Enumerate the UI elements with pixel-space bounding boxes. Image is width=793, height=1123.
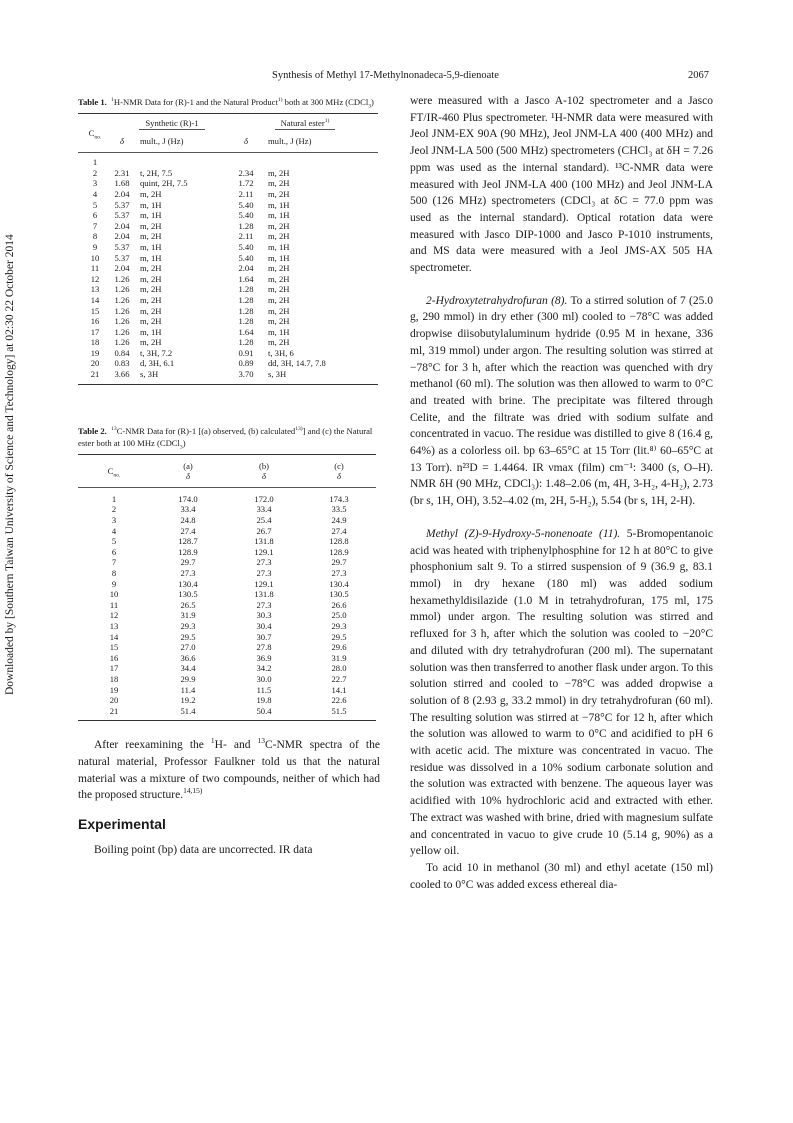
left-column bbox=[78, 96, 380, 859]
table-row bbox=[78, 632, 376, 643]
table2-cell-c: 33.5 bbox=[331, 504, 347, 515]
table2-cell-b: 30.4 bbox=[256, 620, 272, 631]
table1-cell-c-no: 2 bbox=[92, 167, 98, 178]
table1-cell-c-no: 14 bbox=[90, 294, 100, 305]
table2-cell-c: 29.6 bbox=[331, 642, 347, 653]
table-row bbox=[78, 515, 376, 526]
table-row bbox=[78, 568, 376, 579]
table2-cell-c-no: 5 bbox=[111, 536, 117, 547]
table1-cell-synthetic-mult: m, 1H bbox=[140, 241, 162, 252]
table1-cell-c-no: 13 bbox=[90, 284, 100, 295]
table1-cell-natural-delta: 1.72 bbox=[238, 178, 254, 189]
table1-cell-synthetic-delta: 0.84 bbox=[114, 347, 130, 358]
table2-cell-c: 128.8 bbox=[329, 536, 349, 547]
table1-cell-synthetic-mult: m, 2H bbox=[140, 273, 162, 284]
table2-cell-a: 27.4 bbox=[180, 525, 196, 536]
table1-cell-synthetic-delta: 1.26 bbox=[114, 316, 130, 327]
table1-cell-natural-delta: 5.40 bbox=[238, 199, 254, 210]
table2-cell-a: 29.5 bbox=[180, 631, 196, 642]
table1-cell-synthetic-delta: 1.68 bbox=[114, 178, 130, 189]
table1-cell-c-no: 4 bbox=[92, 188, 98, 199]
table1-cell-natural-delta: 0.91 bbox=[238, 347, 254, 358]
table2-cell-b: 11.5 bbox=[256, 684, 272, 695]
table1-cell-c-no: 17 bbox=[90, 326, 100, 337]
table1-caption: Table 1. $^1$H-NMR Data for (R)-1 and the Natural Product$^{1)}$ both at 300 MHz (CDCl$_3$) bbox=[78, 97, 374, 110]
table2-cell-c-no: 8 bbox=[111, 568, 117, 578]
table1-col-mult-1: mult., J (Hz) bbox=[132, 133, 232, 153]
table1-cell-natural-delta: 1.28 bbox=[238, 337, 254, 348]
table2-cell-a: 29.9 bbox=[180, 673, 196, 684]
table2-cell-a: 128.7 bbox=[178, 536, 198, 547]
table1-cell-synthetic-mult: m, 2H bbox=[140, 316, 162, 327]
table1-cell-natural-delta: 2.04 bbox=[238, 263, 254, 274]
table2-cell-c: 128.9 bbox=[329, 546, 349, 557]
table-row bbox=[78, 487, 376, 504]
table2-cell-a: 128.9 bbox=[178, 546, 198, 557]
table-row bbox=[78, 579, 376, 590]
table2-header bbox=[78, 454, 376, 487]
table-row bbox=[78, 547, 376, 558]
table1-cell-c-no: 6 bbox=[92, 210, 98, 221]
table2-body bbox=[78, 487, 376, 720]
table1-caption-end: ) bbox=[371, 97, 374, 107]
table-row bbox=[78, 526, 376, 537]
table1-body bbox=[78, 153, 378, 384]
table1-cell-synthetic-delta: 2.31 bbox=[114, 167, 130, 178]
table1-cell-natural-mult: s, 3H bbox=[268, 369, 287, 380]
table-row bbox=[78, 168, 378, 179]
table2-cell-c: 130.5 bbox=[329, 589, 349, 600]
table2-cell-c-no: 19 bbox=[109, 684, 119, 695]
table1-cell-natural-delta bbox=[232, 153, 260, 168]
table2-cell-a: 36.6 bbox=[180, 652, 196, 663]
table1-cell-synthetic-delta: 2.04 bbox=[114, 231, 130, 242]
table2-cell-c: 25.0 bbox=[331, 610, 347, 621]
table-row bbox=[78, 200, 378, 211]
experimental-heading: Experimental bbox=[78, 816, 166, 833]
table2-cell-c: 51.5 bbox=[331, 705, 347, 716]
table1-cell-natural-delta: 1.28 bbox=[238, 305, 254, 316]
table-row bbox=[78, 210, 378, 221]
table1-cell-synthetic-delta: 2.04 bbox=[114, 220, 130, 231]
table2-cell-b: 129.1 bbox=[254, 546, 274, 557]
table-row bbox=[78, 337, 378, 348]
table1-cell-natural-mult: m, 2H bbox=[268, 305, 290, 316]
table-row bbox=[78, 653, 376, 664]
table-row bbox=[78, 274, 378, 285]
table1-cell-natural-delta: 5.40 bbox=[238, 210, 254, 221]
table-row bbox=[78, 263, 378, 274]
table-row bbox=[78, 600, 376, 611]
table1-cell-synthetic-delta: 2.04 bbox=[114, 188, 130, 199]
table1-cell-synthetic-delta: 1.26 bbox=[114, 305, 130, 316]
table2-col-a: (a) δ bbox=[150, 454, 226, 487]
table1-cell-synthetic-mult: quint, 2H, 7.5 bbox=[140, 178, 188, 189]
table1-cell-synthetic-mult: m, 1H bbox=[140, 199, 162, 210]
table2-cell-c-no: 6 bbox=[111, 546, 117, 557]
table2-cell-c-no: 10 bbox=[109, 589, 119, 600]
table2-cell-b: 172.0 bbox=[254, 493, 274, 504]
procedure-8-text: To a stirred solution of 7 (25.0 g, 290 mmol) in dry ether (300 ml) cooled to −78°C was added dropwise diisobutylaluminum hydride (0.95 M in hexane, 336 ml, 319 mmol) under argon. The resulting solution was stirred at −78°C for 3 h, after which the reaction was quenched with dry methanol (60 ml). The solution was then allowed to warm to 0°C and treated with brine. The precipitate was filtered through Celite, and the filtrate was dried with sodium sulfate and concentrated in vacuo. The residue was distilled to give 8 (16.4 g, 64%) as a colorless oil. bp 63–65°C at 15 Torr (lit.⁸⁾ 60–65°C at 13 Torr). n²³D = 1.4464. IR νmax (film) cm⁻¹: 3400 (s, O–H). NMR δH (90 MHz, CDCl₃): 1.48–2.06 (m, 4H, 3-H₂, 4-H₂), 2.73 (br s, 1H, OH), 3.52–4.02 (m, 2H, 5-H₂), 5.54 (br s, 1H, 2-H). bbox=[410, 294, 714, 508]
table1-cell-synthetic-delta: 0.83 bbox=[114, 358, 130, 369]
procedure-8-paragraph bbox=[410, 293, 713, 510]
table1-cell-synthetic-mult: m, 2H bbox=[140, 337, 162, 348]
table2-cell-c: 29.5 bbox=[331, 631, 347, 642]
table1-cell-c-no: 7 bbox=[92, 220, 98, 231]
table2-cell-c-no: 2 bbox=[111, 504, 117, 515]
table1-cell-natural-delta: 1.28 bbox=[238, 284, 254, 295]
table2-cell-c: 29.3 bbox=[331, 620, 347, 631]
table2-cell-c-no: 15 bbox=[109, 642, 119, 653]
table1-cell-natural-mult: m, 2H bbox=[268, 167, 290, 178]
table1-cell-natural-mult: m, 2H bbox=[268, 178, 290, 189]
table2-cell-c-no: 20 bbox=[109, 695, 119, 706]
table2-col-c2: (c) δ bbox=[302, 454, 376, 487]
table2-caption-text-2: ] and (c) the Natural ester both at 100 MHz (CDCl bbox=[78, 425, 373, 448]
table1-label: Table 1. bbox=[78, 97, 107, 107]
table1-cell-natural-mult: m, 1H bbox=[268, 210, 290, 221]
running-head-title: Synthesis of Methyl 17-Methylnonadeca-5,9-dienoate bbox=[272, 70, 499, 81]
table1-cell-natural-mult: m, 2H bbox=[268, 263, 290, 274]
table2-cell-a: 34.4 bbox=[180, 663, 196, 674]
table1-cell-natural-mult: m, 1H bbox=[268, 199, 290, 210]
table1-cell-natural-mult: t, 3H, 6 bbox=[268, 347, 294, 358]
table2-cell-b: 19.8 bbox=[256, 695, 272, 706]
table1-cell-natural-delta: 2.11 bbox=[238, 231, 254, 242]
table-row bbox=[78, 284, 378, 295]
table1-cell-c-no: 18 bbox=[90, 337, 100, 348]
table1-cell-synthetic-mult: m, 2H bbox=[140, 294, 162, 305]
table2-cell-a: 24.8 bbox=[180, 515, 196, 526]
table1-cell-c-no: 19 bbox=[90, 347, 100, 358]
table1-col-delta-2: δ bbox=[232, 133, 260, 153]
table1 bbox=[78, 113, 378, 385]
table-row bbox=[78, 663, 376, 674]
table2-cell-c-no: 16 bbox=[109, 652, 119, 663]
table2-col-b: (b) δ bbox=[226, 454, 302, 487]
procedure-8-title: 2-Hydroxytetrahydrofuran (8). bbox=[426, 294, 568, 307]
table1-cell-synthetic-delta: 5.37 bbox=[114, 199, 130, 210]
table1-cell-synthetic-mult: m, 1H bbox=[140, 252, 162, 263]
experimental-intro: Boiling point (bp) data are uncorrected. IR data bbox=[94, 844, 313, 857]
table1-cell-synthetic-mult: m, 1H bbox=[140, 210, 162, 221]
table1-cell-c-no: 11 bbox=[90, 263, 100, 274]
table1-cell-c-no: 15 bbox=[90, 305, 100, 316]
table2-cell-b: 131.8 bbox=[254, 589, 274, 600]
table1-cell-natural-delta: 5.40 bbox=[238, 252, 254, 263]
table-row bbox=[78, 231, 378, 242]
table2-cell-c-no: 14 bbox=[109, 631, 119, 642]
table1-cell-synthetic-delta bbox=[112, 153, 132, 168]
table2-cell-c: 26.6 bbox=[331, 599, 347, 610]
table1-cell-c-no: 20 bbox=[90, 358, 100, 369]
table1-cell-synthetic-delta: 1.26 bbox=[114, 284, 130, 295]
table1-col-delta-1: δ bbox=[112, 133, 132, 153]
table1-cell-c-no: 9 bbox=[92, 241, 98, 252]
table1-cell-synthetic-mult: m, 2H bbox=[140, 305, 162, 316]
table1-cell-c-no: 16 bbox=[90, 316, 100, 327]
table1-caption-ref: 1) bbox=[277, 97, 283, 104]
table1-cell-natural-delta: 1.28 bbox=[238, 316, 254, 327]
table1-cell-natural-delta: 1.64 bbox=[238, 273, 254, 284]
table1-cell-natural-delta: 0.89 bbox=[238, 358, 254, 369]
table1-cell-c-no: 12 bbox=[90, 273, 100, 284]
table-row bbox=[78, 369, 378, 384]
table-row bbox=[78, 642, 376, 653]
table1-cell-c-no: 1 bbox=[92, 157, 98, 168]
table-row bbox=[78, 178, 378, 189]
table1-cell-c-no: 3 bbox=[92, 178, 98, 189]
table1-cell-c-no: 5 bbox=[92, 199, 98, 210]
procedure-11-title: Methyl (Z)-9-Hydroxy-5-nonenoate (11). bbox=[426, 527, 621, 540]
table2-cell-c: 27.3 bbox=[331, 568, 347, 578]
table2-cell-a: 51.4 bbox=[180, 705, 196, 716]
table1-cell-synthetic-delta: 5.37 bbox=[114, 252, 130, 263]
table1-cell-natural-mult: m, 2H bbox=[268, 294, 290, 305]
table2-cell-c: 130.4 bbox=[329, 578, 349, 589]
table2-cell-b: 131.8 bbox=[254, 536, 274, 547]
table2-cell-c-no: 21 bbox=[109, 705, 119, 716]
table1-cell-natural-delta: 1.28 bbox=[238, 220, 254, 231]
table2-cell-a: 130.4 bbox=[178, 578, 198, 589]
table-row bbox=[78, 253, 378, 264]
table2-cell-c: 24.9 bbox=[331, 515, 347, 526]
table-row bbox=[78, 221, 378, 232]
table1-col-c: $C_{no.}$ bbox=[78, 114, 112, 153]
table1-cell-synthetic-mult: t, 2H, 7.5 bbox=[140, 167, 173, 178]
table2-cell-b: 36.9 bbox=[256, 652, 272, 663]
table-row bbox=[78, 242, 378, 253]
table-row bbox=[78, 153, 378, 168]
table-row bbox=[78, 306, 378, 317]
table2-cell-a: 11.4 bbox=[180, 684, 196, 695]
download-notice-text: Downloaded by [Southern Taiwan University of Science and Technology] at 02:30 22 October 2014 bbox=[4, 234, 16, 695]
table1-cell-natural-delta: 1.64 bbox=[238, 326, 254, 337]
table2-cell-c-no: 17 bbox=[109, 663, 119, 674]
table1-cell-natural-mult: m, 2H bbox=[268, 273, 290, 284]
procedure-11-text: 5-Bromopentanoic acid was heated with triphenylphosphine for 12 h at 80°C to give phosphonium salt 9. To a stirred suspension of 9 (36.9 g, 83.1 mmol) in dry hexane (180 ml) was added sodium hexamethyldisilazide (1.0 M in tetrahydrofuran, 175 ml, 175 mmol) under argon. The resulting solution was stirred and refluxed for 3 h, after which the solution was cooled to −20°C and diluted with dry tetrahydrofuran (200 ml). The supernatant solution was then transferred to another flask under argon. To this solution stirred and cooled to −78°C was added dropwise a solution of 8 (2.93 g, 33.2 mmol) in dry tetrahydrofuran (60 ml). The resulting solution was stirred at −78°C for 12 h, after which the solution was allowed to warm to 0°C and acidified to pH 6 with acetic acid. The mixture was concentrated in vacuo. The residue was dissolved in a 10% sodium carbonate solution and the solution was extracted with benzene. The aqueous layer was acidified with 10% hydrochloric acid and extracted with ether. The extract was washed with brine, dried with magnesium sulfate and concentrated in vacuo to give crude 10 (5.14 g, 90%) as a yellow oil. bbox=[410, 527, 713, 858]
table2-cell-a: 27.3 bbox=[180, 568, 196, 578]
table2-cell-a: 19.2 bbox=[180, 695, 196, 706]
table2-cell-c-no: 4 bbox=[111, 525, 117, 536]
table1-cell-synthetic-mult: t, 3H, 7.2 bbox=[140, 347, 173, 358]
table2-cell-a: 29.7 bbox=[180, 557, 196, 568]
table1-cell-c-no: 10 bbox=[90, 252, 100, 263]
table2-caption: Table 2. $^{13}$C-NMR Data for (R)-1 [(a) observed, (b) calculated$^{13)}$] and (c) the Natural ester both at 100 MHz (CDCl$_3$) bbox=[78, 425, 373, 451]
table2-cell-c-no: 18 bbox=[109, 673, 119, 684]
table2-cell-c-no: 7 bbox=[111, 557, 117, 568]
table1-group-synthetic: Synthetic (R)-1 bbox=[112, 114, 232, 133]
table1-cell-synthetic-delta: 3.66 bbox=[114, 369, 130, 380]
procedure-11-paragraph bbox=[410, 526, 713, 860]
table1-cell-natural-delta: 5.40 bbox=[238, 241, 254, 252]
table2-cell-b: 30.7 bbox=[256, 631, 272, 642]
table2-cell-c: 174.3 bbox=[329, 493, 349, 504]
table1-cell-natural-mult: m, 2H bbox=[268, 316, 290, 327]
table-row bbox=[78, 589, 376, 600]
table2-cell-a: 130.5 bbox=[178, 589, 198, 600]
table1-cell-synthetic-mult: m, 2H bbox=[140, 220, 162, 231]
table1-cell-synthetic-mult: m, 2H bbox=[140, 188, 162, 199]
table2-cell-b: 50.4 bbox=[256, 705, 272, 716]
table1-cell-synthetic-delta: 2.04 bbox=[114, 263, 130, 274]
table2-cell-c: 27.4 bbox=[331, 525, 347, 536]
table1-sub-header bbox=[78, 133, 378, 153]
table1-cell-natural-delta: 1.28 bbox=[238, 294, 254, 305]
table1-cell-synthetic-delta: 1.26 bbox=[114, 326, 130, 337]
table2-cell-c: 28.0 bbox=[331, 663, 347, 674]
table2-cell-a: 31.9 bbox=[180, 610, 196, 621]
table1-cell-natural-delta: 3.70 bbox=[238, 369, 254, 380]
table1-cell-natural-delta: 2.34 bbox=[238, 167, 254, 178]
table-row bbox=[78, 295, 378, 306]
table-row bbox=[78, 348, 378, 359]
table2-cell-a: 27.0 bbox=[180, 642, 196, 653]
table2-caption-ref: 13) bbox=[295, 425, 303, 432]
table1-cell-synthetic-delta: 1.26 bbox=[114, 273, 130, 284]
table2-cell-b: 27.8 bbox=[256, 642, 272, 653]
table1-caption-text-2: both at 300 MHz (CDCl bbox=[282, 97, 369, 107]
table-row bbox=[78, 504, 376, 515]
instruments-paragraph: were measured with a Jasco A-102 spectrometer and a Jasco FT/IR-460 Plus spectrometer. ¹H-NMR data were measured with Jeol JNM-EX 90A (90 MHz), Jeol JNM-LA 400 (400 MHz) and Jeol JNM-LA 500 (500 MHz) spectrometers (CHCl₃ at δH = 7.26 ppm was used as the internal standard). ¹³C-NMR data were measured with Jeol JNM-LA 400 (100 MHz) and Jeol JNM-LA 500 (126 MHz) spectrometers (CDCl₃ at δC = 77.0 ppm was used as the internal standard). Optical rotation data were measured with Jasco DIP-1000 and Jasco P-1010 instruments, and MS data were measured with a Jeol JMS-AX 505 HA spectrometer. bbox=[410, 95, 713, 275]
table2-cell-b: 129.1 bbox=[254, 578, 274, 589]
table1-cell-natural-mult bbox=[260, 153, 378, 168]
table1-cell-synthetic-mult: m, 2H bbox=[140, 284, 162, 295]
table2-cell-c: 29.7 bbox=[331, 557, 347, 568]
table2-label: Table 2. bbox=[78, 425, 107, 436]
table2-cell-c-no: 1 bbox=[111, 493, 117, 504]
table2-cell-b: 27.3 bbox=[256, 568, 272, 578]
table1-cell-c-no: 21 bbox=[90, 369, 100, 380]
table-row bbox=[78, 358, 378, 369]
table2-cell-c: 31.9 bbox=[331, 652, 347, 663]
table1-cell-synthetic-delta: 1.26 bbox=[114, 337, 130, 348]
table2-cell-c-no: 9 bbox=[111, 578, 117, 589]
table1-group-natural: Natural ester$^{1)}$ bbox=[232, 114, 378, 133]
table2-col-c: $C_{no.}$ bbox=[78, 454, 150, 487]
table2-cell-c: 14.1 bbox=[331, 684, 347, 695]
table1-cell-natural-mult: m, 2H bbox=[268, 337, 290, 348]
procedure-methylation-paragraph: To acid 10 in methanol (30 ml) and ethyl acetate (150 ml) cooled to 0°C was added excess ethereal dia- bbox=[410, 861, 713, 891]
table2-cell-a: 33.4 bbox=[180, 504, 196, 515]
table-row bbox=[78, 706, 376, 721]
table1-caption-text: H-NMR Data for (R)-1 and the Natural Product bbox=[113, 97, 278, 107]
table1-cell-natural-mult: m, 2H bbox=[268, 231, 290, 242]
table2-cell-b: 26.7 bbox=[256, 525, 272, 536]
table1-cell-synthetic-mult: s, 3H bbox=[140, 369, 159, 380]
table2-cell-b: 25.4 bbox=[256, 515, 272, 526]
table2-cell-c: 22.7 bbox=[331, 673, 347, 684]
reexamination-paragraph: After reexamining the $^1$H- and $^{13}$C-NMR spectra of the natural material, Professor Faulkner told us that the natural material was a mixture of two compounds, neither of which had the proposed structure.$^{14,15)}$ bbox=[78, 736, 380, 802]
table-row bbox=[78, 610, 376, 621]
download-notice bbox=[4, 234, 22, 695]
table1-col-mult-2: mult., J (Hz) bbox=[260, 133, 378, 153]
table2 bbox=[78, 454, 376, 722]
table1-cell-natural-delta: 2.11 bbox=[238, 188, 254, 199]
table2-cell-c: 22.6 bbox=[331, 695, 347, 706]
table-row bbox=[78, 621, 376, 632]
table2-cell-c-no: 11 bbox=[109, 599, 119, 610]
table1-cell-c-no: 8 bbox=[92, 231, 98, 242]
table2-cell-c-no: 12 bbox=[109, 610, 119, 621]
table2-caption-end: ) bbox=[182, 437, 186, 448]
table2-cell-b: 30.0 bbox=[256, 673, 272, 684]
table-row bbox=[78, 536, 376, 547]
table2-cell-a: 29.3 bbox=[180, 620, 196, 631]
table2-caption-text: C-NMR Data for (R)-1 [(a) observed, (b) calculated bbox=[116, 425, 296, 436]
table1-cell-natural-mult: m, 2H bbox=[268, 284, 290, 295]
table1-cell-natural-mult: m, 2H bbox=[268, 220, 290, 231]
table1-cell-synthetic-mult: d, 3H, 6.1 bbox=[140, 358, 175, 369]
table-row bbox=[78, 557, 376, 568]
table1-group-header bbox=[78, 114, 378, 133]
table1-cell-natural-mult: m, 1H bbox=[268, 252, 290, 263]
table1-cell-synthetic-delta: 5.37 bbox=[114, 241, 130, 252]
table2-cell-b: 33.4 bbox=[256, 504, 272, 515]
table1-cell-synthetic-mult bbox=[132, 153, 232, 168]
table2-cell-b: 34.2 bbox=[256, 663, 272, 674]
table-row bbox=[78, 695, 376, 706]
right-column bbox=[410, 93, 713, 893]
table-row bbox=[78, 327, 378, 338]
table1-cell-synthetic-mult: m, 1H bbox=[140, 326, 162, 337]
table2-cell-b: 27.3 bbox=[256, 599, 272, 610]
table-row bbox=[78, 189, 378, 200]
table-row bbox=[78, 674, 376, 685]
table-row bbox=[78, 685, 376, 696]
table2-cell-a: 26.5 bbox=[180, 599, 196, 610]
table-row bbox=[78, 316, 378, 327]
table1-cell-natural-mult: m, 2H bbox=[268, 188, 290, 199]
table2-cell-b: 30.3 bbox=[256, 610, 272, 621]
table1-cell-natural-mult: m, 1H bbox=[268, 326, 290, 337]
table1-cell-natural-mult: dd, 3H, 14.7, 7.8 bbox=[268, 358, 326, 369]
table1-cell-natural-mult: m, 1H bbox=[268, 241, 290, 252]
page-number: 2067 bbox=[688, 70, 709, 81]
table2-cell-c-no: 3 bbox=[111, 515, 117, 526]
table1-cell-synthetic-mult: m, 2H bbox=[140, 263, 162, 274]
table1-cell-synthetic-delta: 5.37 bbox=[114, 210, 130, 221]
table2-cell-a: 174.0 bbox=[178, 493, 198, 504]
table1-cell-synthetic-mult: m, 2H bbox=[140, 231, 162, 242]
table1-cell-synthetic-delta: 1.26 bbox=[114, 294, 130, 305]
table2-cell-c-no: 13 bbox=[109, 620, 119, 631]
table2-cell-b: 27.3 bbox=[256, 557, 272, 568]
